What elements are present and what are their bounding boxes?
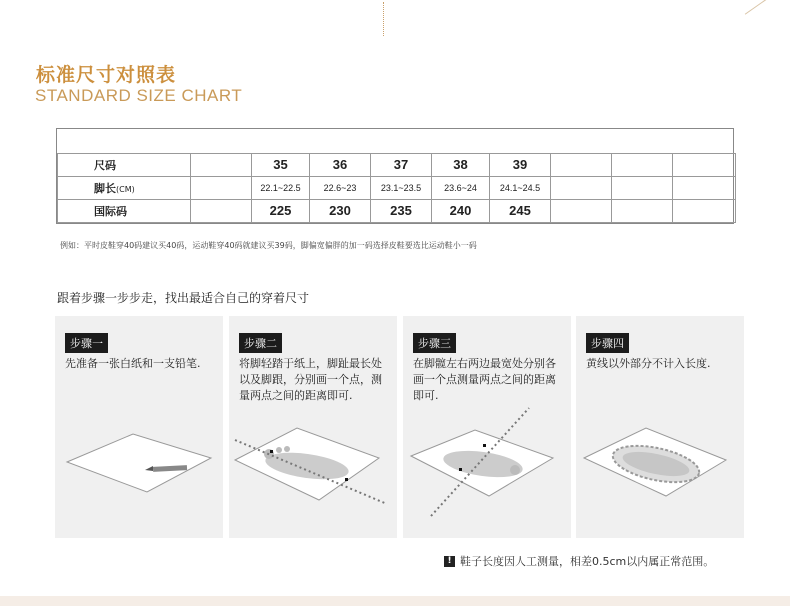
step-badge: 步骤二 (239, 333, 282, 353)
top-divider (383, 2, 384, 36)
row-label: 国际码 (58, 199, 191, 222)
table-cell: 39 (490, 153, 551, 176)
step-panel-2 (229, 316, 397, 538)
disclaimer-text: 鞋子长度因人工测量，相差0.5cm以内属正常范围。 (460, 555, 715, 568)
table-cell: 36 (310, 153, 371, 176)
step-badge: 步骤三 (413, 333, 456, 353)
table-cell: 35 (252, 153, 310, 176)
table-cell: 22.1~22.5 (252, 176, 310, 199)
corner-decoration (745, 0, 773, 15)
step-description: 在脚髋左右两边最宽处分别各画一个点测量两点之间的距离即可. (413, 357, 556, 402)
table-cell: 245 (490, 199, 551, 222)
table-cell: 225 (252, 199, 310, 222)
table-cell: 23.1~23.5 (371, 176, 432, 199)
step-panel-1 (55, 316, 223, 538)
measurement-disclaimer (444, 553, 714, 569)
step-panel-4 (576, 316, 744, 538)
step-badge: 步骤一 (65, 333, 108, 353)
step-description: 先准备一张白纸和一支铅笔. (65, 357, 201, 370)
step-panel-3 (403, 316, 571, 538)
table-row-size (58, 153, 736, 176)
table-cell: 230 (310, 199, 371, 222)
table-cell: 235 (371, 199, 432, 222)
step-badge: 步骤四 (586, 333, 629, 353)
row-label: 尺码 (58, 153, 191, 176)
size-note: 例如：平时皮鞋穿40码建议买40码，运动鞋穿40码就建议买39码，脚偏宽偏胖的加一码选择皮鞋要选比运动鞋小一码 (60, 241, 477, 250)
table-blank-row (58, 129, 736, 153)
table-cell: 23.6~24 (432, 176, 490, 199)
size-chart-table (56, 128, 734, 224)
table-cell: 22.6~23 (310, 176, 371, 199)
step-description: 将脚轻踏于纸上，脚趾最长处以及脚跟，分别画一个点，测量两点之间的距离即可. (239, 357, 382, 402)
title-chinese: 标准尺寸对照表 (36, 64, 177, 86)
table-row-international (58, 199, 736, 222)
title-english: STANDARD SIZE CHART (35, 86, 243, 105)
table-cell: 38 (432, 153, 490, 176)
step-description: 黄线以外部分不计入长度. (586, 357, 711, 370)
warning-icon: ! (444, 556, 455, 567)
bottom-band (0, 596, 790, 606)
table-cell: 37 (371, 153, 432, 176)
table-row-foot-length (58, 176, 736, 199)
steps-title: 跟着步骤一步步走，找出最适合自己的穿着尺寸 (57, 291, 310, 305)
table-cell: 240 (432, 199, 490, 222)
table-cell: 24.1~24.5 (490, 176, 551, 199)
row-label: 脚长(CM) (58, 176, 191, 199)
